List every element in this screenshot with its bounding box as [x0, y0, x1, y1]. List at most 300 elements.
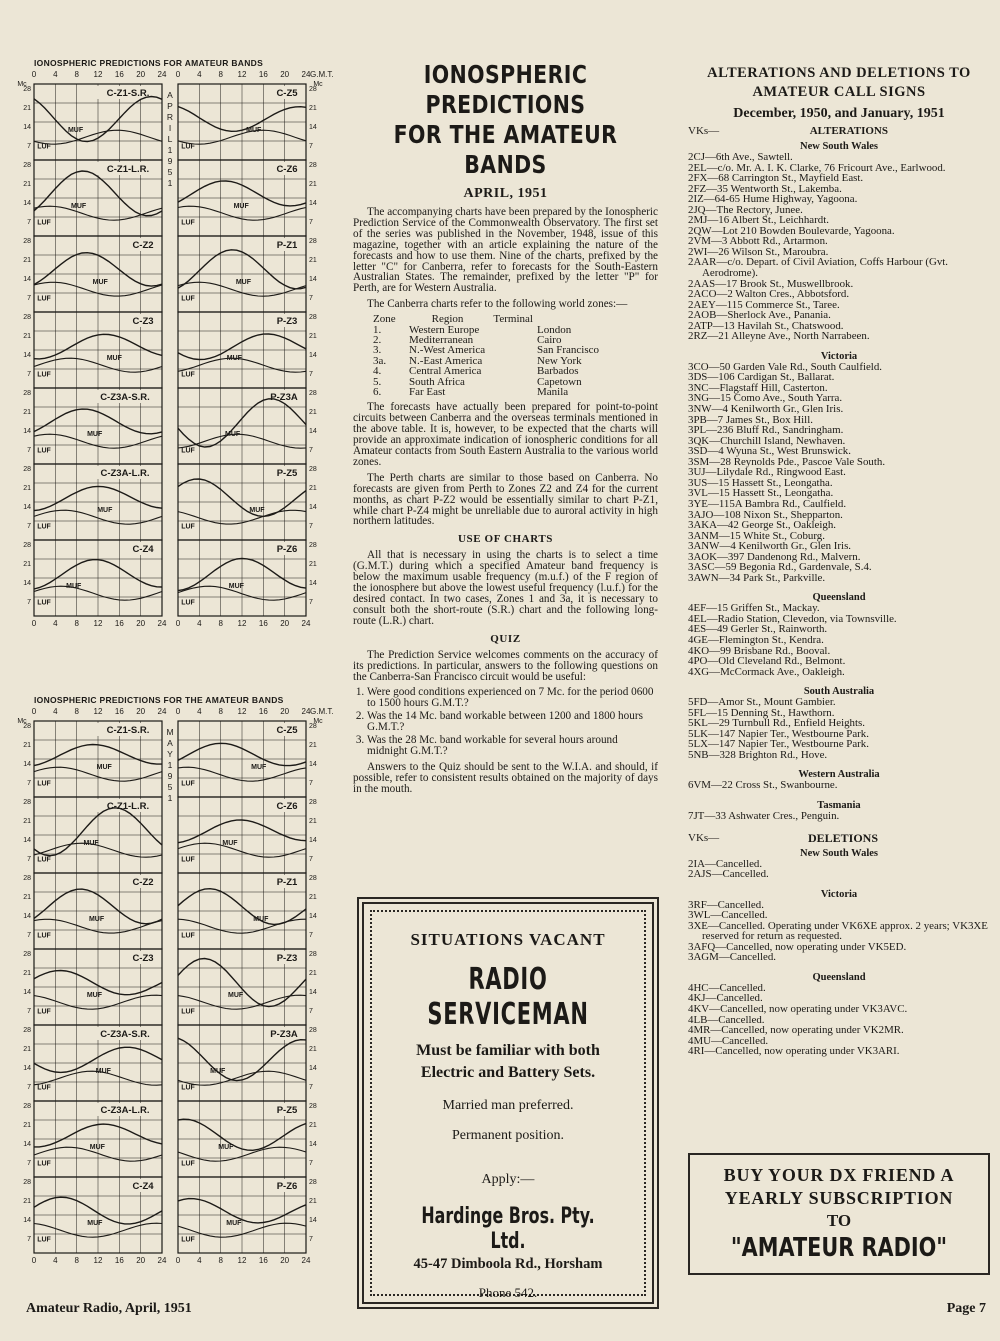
- callsign-entry: 4EF—15 Griffen St., Mackay.: [688, 602, 820, 615]
- state-heading: Victoria: [820, 888, 858, 900]
- time-tick-label: 8: [74, 619, 79, 628]
- callsign-entry: 3SD—4 Wyuna St., West Brunswick.: [688, 445, 851, 458]
- vks-label: VKs—: [688, 831, 720, 844]
- freq-tick-label: 7: [309, 447, 313, 454]
- panel-label: C-Z3: [132, 953, 154, 964]
- muf-label: MUF: [251, 764, 267, 772]
- muf-label: MUF: [96, 764, 112, 772]
- callsign-entry: 3NW—4 Kenilworth Gr., Glen Iris.: [688, 403, 844, 416]
- luf-label: LUF: [181, 371, 195, 379]
- freq-tick-label: 21: [23, 1046, 31, 1053]
- callsign-entry: 2FX—68 Carrington St., Mayfield East.: [688, 172, 864, 185]
- footer-page: Page 7: [946, 1301, 986, 1316]
- callsign-entry: 5FD—Amor St., Mount Gambier.: [688, 696, 836, 709]
- freq-tick-label: 14: [309, 1141, 317, 1148]
- freq-tick-label: 7: [309, 143, 313, 150]
- month-letter: 1: [167, 793, 173, 803]
- luf-label: LUF: [181, 1160, 195, 1168]
- time-tick-label: 8: [74, 707, 79, 716]
- deletions-label: DELETIONS: [807, 830, 878, 845]
- freq-tick-label: 28: [23, 723, 31, 730]
- freq-tick-label: 21: [309, 818, 317, 825]
- time-tick-label: 4: [197, 707, 202, 716]
- time-tick-label: 16: [258, 707, 268, 716]
- callsign-entry: 2AAS—17 Brook St., Muswellbrook.: [688, 277, 854, 290]
- callsign-entry: 2IZ—64-65 Hume Highway, Yagoona.: [688, 193, 858, 206]
- time-tick-label: 8: [74, 1256, 79, 1265]
- callsign-entry: 3VL—15 Hassett St., Leongatha.: [688, 487, 834, 500]
- callsign-entry: 3CO—50 Garden Vale Rd., South Caulfield.: [688, 360, 882, 373]
- callsign-entry: 7JT—33 Ashwater Cres., Penguin.: [688, 809, 840, 822]
- freq-tick-label: 21: [309, 105, 317, 112]
- time-tick-label: 4: [197, 70, 202, 79]
- callsign-entry: 4EL—Radio Station, Clevedon, via Townsville.: [688, 612, 897, 625]
- time-tick-label: 24: [301, 1256, 311, 1265]
- zones-table: [373, 314, 539, 324]
- callsign-entry: 3PB—7 James St., Box Hill.: [688, 413, 813, 426]
- callsign-entry: 3WL—Cancelled.: [688, 909, 768, 922]
- zone-region: Mediterranean: [409, 333, 474, 346]
- muf-label: MUF: [235, 279, 251, 287]
- luf-label: LUF: [37, 371, 51, 379]
- freq-tick-label: 14: [23, 200, 31, 207]
- month-letter: M: [166, 727, 174, 737]
- gmt-label: G.M.T.: [310, 707, 334, 716]
- freq-tick-label: 28: [23, 875, 31, 882]
- time-tick-label: 12: [237, 619, 247, 628]
- freq-tick-label: 14: [309, 1065, 317, 1072]
- mc-label: Mc: [17, 81, 27, 88]
- callsign-entry: 3AKA—42 George St., Oakleigh.: [688, 519, 837, 532]
- muf-label: MUF: [226, 355, 242, 363]
- freq-tick-label: 7: [309, 1008, 313, 1015]
- freq-tick-label: 28: [309, 1179, 317, 1186]
- freq-tick-label: 7: [309, 1084, 313, 1091]
- luf-label: LUF: [181, 523, 195, 531]
- panel-label: P-Z3: [276, 316, 298, 327]
- article-date: APRIL, 1951: [463, 186, 548, 201]
- freq-tick-label: 14: [23, 124, 31, 131]
- freq-tick-label: 7: [309, 295, 313, 302]
- freq-tick-label: 21: [23, 894, 31, 901]
- time-tick-label: 12: [237, 70, 247, 79]
- time-tick-label: 8: [218, 619, 223, 628]
- callsign-entry: 3DS—106 Cardigan St., Ballarat.: [688, 371, 835, 384]
- freq-tick-label: 28: [309, 86, 317, 93]
- freq-tick-label: 7: [27, 932, 31, 939]
- luf-label: LUF: [181, 599, 195, 607]
- panel-label: C-Z1-S.R.: [106, 725, 150, 736]
- callsign-title: ALTERATIONS AND DELETIONS TO: [707, 65, 971, 81]
- callsign-entry: 2FZ—35 Wentworth St., Lakemba.: [688, 182, 842, 195]
- freq-tick-label: 21: [23, 561, 31, 568]
- zone-number: 6.: [373, 386, 382, 398]
- state-heading: New South Wales: [800, 847, 878, 859]
- freq-tick-label: 7: [27, 1160, 31, 1167]
- freq-tick-label: 7: [309, 932, 313, 939]
- ad-married: Married man preferred.: [442, 1098, 574, 1113]
- zone-number: 3.: [373, 344, 382, 357]
- time-tick-label: 20: [280, 707, 290, 716]
- panel-label: C-Z3A-S.R.: [100, 392, 150, 403]
- freq-tick-label: 28: [23, 86, 31, 93]
- freq-tick-label: 28: [309, 723, 317, 730]
- panel-label: P-Z1: [276, 240, 298, 251]
- callsign-entry: 3QK—Churchill Island, Newhaven.: [688, 434, 846, 447]
- situations-vacant-ad: [357, 897, 659, 1309]
- zone-row: [373, 325, 605, 335]
- time-tick-label: 0: [175, 707, 181, 716]
- zone-row: [373, 377, 605, 387]
- zone-row: [373, 387, 605, 397]
- time-tick-label: 16: [114, 70, 124, 79]
- article-paragraph: The accompanying charts have been prepared by the Ionospheric Prediction Service of the Commonwealth Observatory. The first set of the series was published in the November, 1948, issue of this magazine, together with an article explaining the nature of the forecasts and how to use them. Nine of the charts, prefixed by the letter "C" for Canberra, refer to forecasts for the South-Eastern Australian States. The remainder, prefixed by the letter "P" for Perth, are for Western Australia.: [353, 206, 658, 295]
- state-heading: Queensland: [812, 592, 866, 604]
- callsign-entry: 4PO—Old Cleveland Rd., Belmont.: [688, 655, 846, 668]
- month-letter: Y: [167, 749, 173, 759]
- subscription-line: BUY YOUR DX FRIEND A: [723, 1165, 955, 1185]
- freq-tick-label: 14: [23, 761, 31, 768]
- freq-tick-label: 21: [309, 742, 317, 749]
- panel-label: P-Z6: [276, 1181, 298, 1192]
- subscription-title: "AMATEUR RADIO": [730, 1233, 948, 1263]
- callsign-entry: 4GE—Flemington St., Kendra.: [688, 633, 824, 646]
- callsign-entry: 2QW—Lot 210 Bowden Boulevarde, Yagoona.: [688, 224, 895, 237]
- muf-label: MUF: [233, 203, 249, 211]
- muf-label: MUF: [88, 916, 105, 924]
- callsign-entry: 4XG—McCormack Ave., Oakleigh.: [688, 665, 845, 678]
- zones-header: Terminal: [493, 313, 533, 326]
- panel-label: C-Z3: [132, 316, 154, 327]
- muf-label: MUF: [87, 431, 103, 439]
- quiz-heading: QUIZ: [490, 632, 521, 645]
- state-heading: Western Australia: [798, 769, 880, 781]
- gmt-label: G.M.T.: [310, 70, 334, 79]
- callsign-entry: 3AOK—397 Dandenong Rd., Malvern.: [688, 550, 861, 563]
- freq-tick-label: 21: [309, 409, 317, 416]
- freq-tick-label: 7: [27, 1236, 31, 1243]
- panel-label: C-Z5: [276, 88, 298, 99]
- freq-tick-label: 21: [23, 742, 31, 749]
- callsign-title: AMATEUR CALL SIGNS: [752, 83, 926, 100]
- freq-tick-label: 21: [23, 485, 31, 492]
- time-tick-label: 16: [258, 70, 268, 79]
- zone-terminal: Manila: [537, 386, 569, 398]
- callsign-entry: 5LK—147 Napier Ter., Westbourne Park.: [688, 727, 869, 740]
- time-tick-label: 20: [136, 619, 146, 628]
- footer-left: Amateur Radio, April, 1951: [26, 1301, 192, 1316]
- freq-tick-label: 7: [27, 371, 31, 378]
- luf-label: LUF: [37, 856, 51, 864]
- panel-label: C-Z5: [276, 725, 298, 736]
- freq-tick-label: 28: [309, 466, 317, 473]
- freq-tick-label: 21: [23, 1122, 31, 1129]
- callsign-entry: 5LX—147 Napier Ter., Westbourne Park.: [688, 738, 869, 751]
- ad-line: Must be familiar with both: [416, 1042, 600, 1059]
- alterations-list: [688, 141, 990, 822]
- freq-tick-label: 7: [27, 447, 31, 454]
- luf-label: LUF: [37, 1084, 51, 1092]
- use-of-charts-heading: USE OF CHARTS: [457, 533, 554, 546]
- chart-block-title: IONOSPHERIC PREDICTIONS FOR AMATEUR BANDS: [34, 58, 264, 68]
- time-tick-label: 24: [157, 1256, 167, 1265]
- panel-label: C-Z6: [276, 801, 298, 812]
- time-tick-label: 24: [157, 619, 167, 628]
- freq-tick-label: 21: [23, 105, 31, 112]
- freq-tick-label: 14: [309, 504, 317, 511]
- state-heading: New South Wales: [800, 141, 878, 152]
- month-letter: 1: [167, 760, 173, 770]
- freq-tick-label: 28: [23, 314, 31, 321]
- freq-tick-label: 21: [23, 333, 31, 340]
- freq-tick-label: 7: [309, 1160, 313, 1167]
- quiz-question: 2. Was the 14 Mc. band workable between 1200 and 1800 hours G.M.T.?: [367, 711, 658, 733]
- freq-tick-label: 28: [23, 1103, 31, 1110]
- luf-label: LUF: [181, 1236, 195, 1244]
- panel-label: C-Z4: [132, 1181, 154, 1192]
- luf-label: LUF: [181, 1084, 195, 1092]
- luf-label: LUF: [37, 932, 51, 940]
- freq-tick-label: 28: [23, 951, 31, 958]
- ad-job-title: RADIO SERVICEMAN: [427, 962, 589, 1032]
- freq-tick-label: 14: [309, 428, 317, 435]
- freq-tick-label: 28: [23, 799, 31, 806]
- muf-label: MUF: [225, 431, 241, 439]
- time-tick-label: 12: [237, 1256, 247, 1265]
- chart-block-may: [14, 695, 334, 1285]
- zone-number: 1.: [373, 323, 382, 336]
- freq-tick-label: 14: [309, 580, 317, 587]
- month-letter: 1: [167, 178, 173, 188]
- deletions-header: [688, 832, 990, 844]
- luf-label: LUF: [37, 1236, 51, 1244]
- article-paragraph: The Canberra charts refer to the following world zones:—: [367, 298, 628, 311]
- freq-tick-label: 7: [309, 599, 313, 606]
- month-letter: R: [166, 112, 174, 122]
- muf-label: MUF: [66, 583, 82, 591]
- freq-tick-label: 7: [27, 295, 31, 302]
- quiz-question: 3. Was the 28 Mc. band workable for several hours around midnight G.M.T.?: [367, 735, 658, 757]
- luf-label: LUF: [37, 1008, 51, 1016]
- callsign-entry: 3XE—Cancelled. Operating under VK6XE approx. 2 years; VK3XE reserved for return as requested.: [688, 919, 988, 943]
- alterations-header: [688, 125, 990, 137]
- time-tick-label: 20: [136, 1256, 146, 1265]
- mc-label: Mc: [313, 718, 323, 725]
- freq-tick-label: 21: [309, 1198, 317, 1205]
- callsign-entry: 3SM—28 Reynolds Pde., Pascoe Vale South.: [688, 455, 886, 468]
- ad-inner-border: [370, 910, 646, 1300]
- panel-label: P-Z1: [276, 877, 298, 888]
- time-tick-label: 4: [53, 70, 58, 79]
- freq-tick-label: 21: [309, 1122, 317, 1129]
- zone-number: 3a.: [373, 354, 387, 367]
- muf-label: MUF: [210, 1068, 226, 1076]
- time-tick-label: 0: [175, 70, 181, 79]
- muf-label: MUF: [228, 992, 244, 1000]
- month-letter: A: [167, 90, 173, 100]
- luf-label: LUF: [181, 1008, 195, 1016]
- luf-label: LUF: [181, 143, 195, 151]
- muf-label: MUF: [67, 127, 84, 135]
- callsign-entry: 3US—15 Hassett St., Leongatha.: [688, 476, 833, 489]
- time-tick-label: 20: [136, 70, 146, 79]
- time-tick-label: 12: [93, 70, 103, 79]
- time-tick-label: 24: [301, 70, 311, 79]
- callsign-entry: 2MJ—16 Albert St., Leichhardt.: [688, 214, 829, 227]
- panel-label: C-Z3A-L.R.: [100, 1105, 150, 1116]
- ad-address: 45-47 Dimboola Rd., Horsham: [413, 1256, 603, 1272]
- time-tick-label: 20: [136, 707, 146, 716]
- state-heading: Victoria: [820, 350, 858, 362]
- callsign-entry: 2ACO—2 Walton Cres., Abbotsford.: [688, 288, 850, 301]
- state-heading: South Australia: [803, 686, 875, 698]
- freq-tick-label: 14: [23, 1141, 31, 1148]
- freq-tick-label: 28: [23, 238, 31, 245]
- luf-label: LUF: [181, 447, 195, 455]
- freq-tick-label: 21: [23, 409, 31, 416]
- state-heading: Queensland: [812, 971, 866, 983]
- ad-apply: Apply:—: [481, 1172, 535, 1187]
- luf-label: LUF: [37, 447, 51, 455]
- luf-label: LUF: [37, 219, 51, 227]
- freq-tick-label: 7: [309, 1236, 313, 1243]
- panel-label: C-Z1-S.R.: [106, 88, 150, 99]
- time-tick-label: 12: [93, 1256, 103, 1265]
- time-tick-label: 4: [197, 619, 202, 628]
- freq-tick-label: 14: [309, 352, 317, 359]
- time-tick-label: 24: [301, 619, 311, 628]
- freq-tick-label: 28: [23, 1179, 31, 1186]
- mc-label: Mc: [17, 718, 27, 725]
- muf-label: MUF: [253, 916, 269, 924]
- zones-header-row: [373, 314, 539, 324]
- freq-tick-label: 21: [23, 970, 31, 977]
- freq-tick-label: 7: [27, 856, 31, 863]
- zone-terminal: Cairo: [537, 333, 562, 346]
- muf-label: MUF: [226, 1220, 242, 1228]
- freq-tick-label: 21: [309, 333, 317, 340]
- time-tick-label: 12: [93, 707, 103, 716]
- callsign-entry: 4ES—49 Gerler St., Rainworth.: [688, 623, 828, 636]
- callsign-entry: 4LB—Cancelled.: [688, 1013, 765, 1026]
- month-letter: 1: [167, 145, 173, 155]
- callsign-period: December, 1950, and January, 1951: [733, 106, 945, 121]
- freq-tick-label: 14: [23, 276, 31, 283]
- callsign-entry: 4RI—Cancelled, now operating under VK3ARI.: [688, 1045, 900, 1058]
- time-tick-label: 24: [157, 70, 167, 79]
- time-tick-label: 4: [53, 1256, 58, 1265]
- muf-label: MUF: [89, 1144, 105, 1152]
- callsign-entry: 3ANM—15 White St., Coburg.: [688, 529, 825, 542]
- freq-tick-label: 14: [23, 989, 31, 996]
- zone-region: N.-West America: [409, 344, 486, 357]
- muf-label: MUF: [86, 992, 102, 1000]
- time-tick-label: 16: [114, 619, 124, 628]
- luf-label: LUF: [37, 599, 51, 607]
- zone-terminal: Capetown: [537, 375, 582, 388]
- article-title-line2: FOR THE AMATEUR BANDS: [393, 120, 618, 179]
- zone-region: Far East: [409, 386, 446, 398]
- callsign-entry: 6VM—22 Cross St., Swanbourne.: [688, 779, 838, 792]
- callsign-entry: 4KJ—Cancelled.: [688, 992, 763, 1005]
- article-paragraph: The Perth charts are similar to those based on Canberra. No forecasts are given from Perth to Zones Z2 and Z4 for the current months, as chart P-Z2 would be essentially similar to chart P-Z1, while chart P-Z4 might be unreliable due to auroral activity in high northern latitudes.: [353, 471, 658, 528]
- luf-label: LUF: [37, 780, 51, 788]
- time-tick-label: 12: [237, 707, 247, 716]
- month-letter: I: [168, 123, 172, 133]
- callsign-entry: 3UJ—Lilydale Rd., Ringwood East.: [688, 466, 846, 479]
- time-tick-label: 24: [301, 707, 311, 716]
- freq-tick-label: 14: [23, 352, 31, 359]
- freq-tick-label: 21: [23, 818, 31, 825]
- zone-number: 4.: [373, 365, 382, 378]
- muf-label: MUF: [87, 1220, 103, 1228]
- muf-label: MUF: [228, 583, 244, 591]
- callsign-entry: 3ANW—4 Kenilworth Gr., Glen Iris.: [688, 540, 852, 553]
- ad-permanent: Permanent position.: [452, 1128, 564, 1143]
- time-tick-label: 16: [258, 1256, 268, 1265]
- freq-tick-label: 28: [23, 390, 31, 397]
- callsign-entry: 3PL—236 Bluff Rd., Sandringham.: [688, 424, 844, 437]
- callsign-entry: 2CJ—6th Ave., Sawtell.: [688, 151, 793, 163]
- luf-label: LUF: [37, 295, 51, 303]
- freq-tick-label: 7: [27, 599, 31, 606]
- freq-tick-label: 28: [309, 390, 317, 397]
- callsign-entry: 4MU—Cancelled.: [688, 1034, 769, 1047]
- vks-label: VKs—: [688, 125, 720, 137]
- freq-tick-label: 21: [23, 257, 31, 264]
- freq-tick-label: 21: [23, 181, 31, 188]
- time-tick-label: 20: [280, 619, 290, 628]
- ad-company: Hardinge Bros. Pty. Ltd.: [421, 1204, 595, 1254]
- freq-tick-label: 28: [23, 542, 31, 549]
- freq-tick-label: 7: [309, 856, 313, 863]
- freq-tick-label: 21: [309, 894, 317, 901]
- panel-label: P-Z5: [276, 468, 298, 479]
- time-tick-label: 16: [114, 707, 124, 716]
- muf-label: MUF: [222, 840, 238, 848]
- callsign-entry: 2WI—26 Wilson St., Maroubra.: [688, 245, 829, 258]
- freq-tick-label: 28: [23, 162, 31, 169]
- time-tick-label: 12: [93, 619, 103, 628]
- article-paragraph: All that is necessary in using the charts is to select a time (G.M.T.) during which a specified Amateur band frequency is below the maximum usable frequency (m.u.f.) of the F region of the ionosphere but above the lowest useful frequency (l.u.f.) for the desired contact. In two cases, Zones 1 and 3a, it is necessary to consult both the short-route (S.R.) chart and the following long-route (L.R.) chart.: [353, 549, 658, 627]
- callsign-entry: 4HC—Cancelled.: [688, 981, 766, 994]
- freq-tick-label: 14: [309, 837, 317, 844]
- zone-number: 5.: [373, 375, 382, 388]
- callsign-entry: 2JQ—The Rectory, Junee.: [688, 203, 803, 216]
- time-tick-label: 0: [31, 707, 37, 716]
- month-letter: 9: [167, 156, 173, 166]
- freq-tick-label: 21: [309, 1046, 317, 1053]
- freq-tick-label: 14: [23, 504, 31, 511]
- callsign-entry: 2AJS—Cancelled.: [688, 868, 769, 881]
- article-title-line1: IONOSPHERIC PREDICTIONS: [423, 60, 588, 119]
- freq-tick-label: 14: [309, 913, 317, 920]
- callsign-entry: 3AFQ—Cancelled, now operating under VK5ED.: [688, 940, 907, 953]
- callsign-entry: 4MR—Cancelled, now operating under VK2MR.: [688, 1024, 904, 1037]
- callsign-entry: 3AJO—108 Nixon St., Shepparton.: [688, 508, 843, 521]
- muf-label: MUF: [249, 507, 265, 515]
- panel-label: C-Z1-L.R.: [106, 164, 150, 175]
- freq-tick-label: 14: [309, 761, 317, 768]
- freq-tick-label: 7: [309, 523, 313, 530]
- freq-tick-label: 7: [309, 371, 313, 378]
- freq-tick-label: 14: [23, 1065, 31, 1072]
- freq-tick-label: 21: [309, 257, 317, 264]
- callsign-entry: 3RF—Cancelled.: [688, 898, 764, 911]
- callsign-entry: 3AWN—34 Park St., Parkville.: [688, 571, 826, 584]
- luf-label: LUF: [181, 219, 195, 227]
- callsign-entry: 4KV—Cancelled, now operating under VK3AVC.: [688, 1003, 908, 1015]
